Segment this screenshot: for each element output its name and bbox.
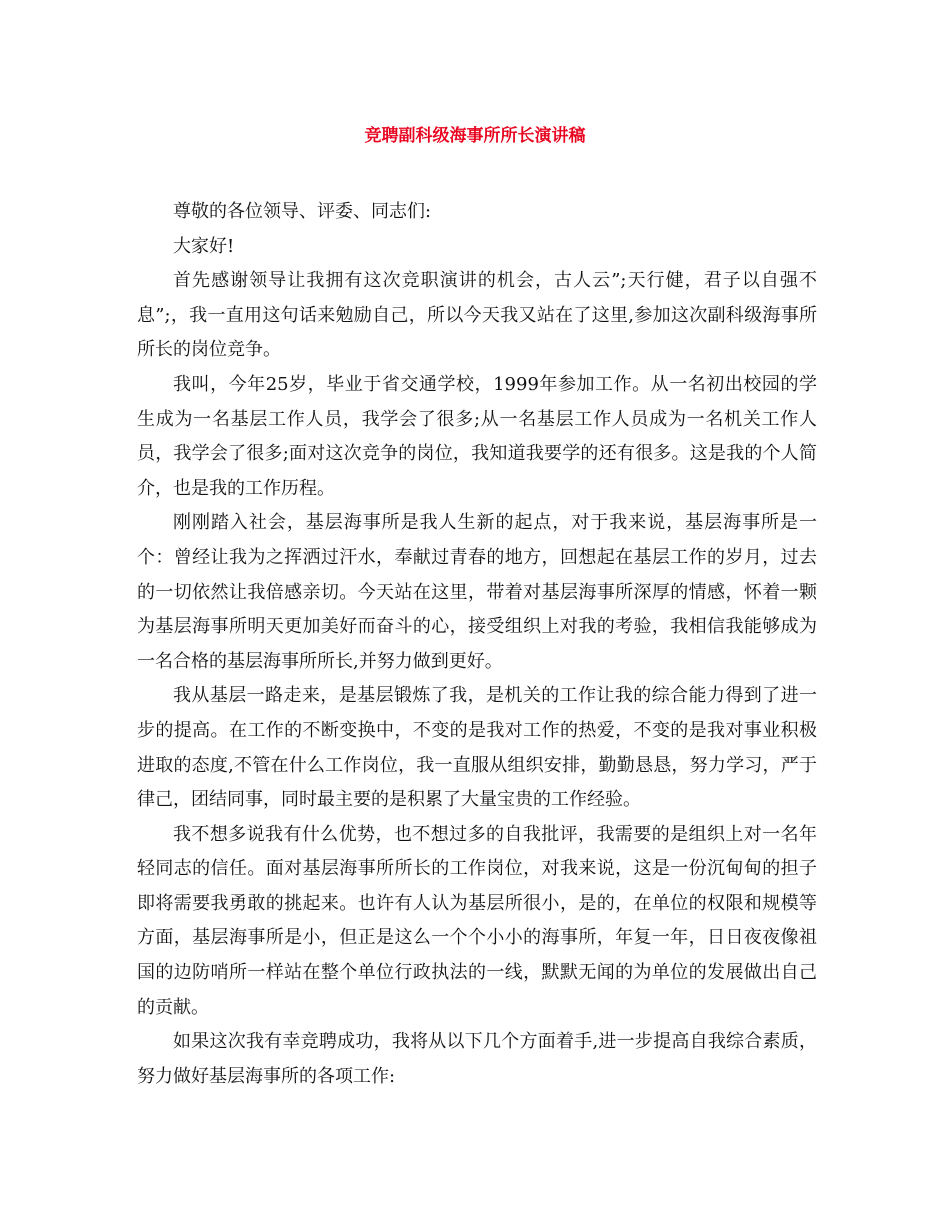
paragraph-opening: 首先感谢领导让我拥有这次竞职演讲的机会，古人云”;天行健，君子以自强不息”;，我一直用这句话来勉励自己，所以今天我又站在了这里,参加这次副科级海事所所长的岗位竞争。	[137, 270, 818, 361]
paragraph-experience: 我从基层一路走来，是基层锻炼了我，是机关的工作让我的综合能力得到了进一步的提高。在工作的不断变换中，不变的是我对工作的热爱，不变的是我对事业积极进取的态度,不管在什么工作岗位，我一直服从组织安排，勤勤恳恳，努力学习，严于律己，团结同事，同时最主要的是积累了大量宝贵的工作经验。	[137, 685, 817, 811]
greeting: 大家好!	[173, 235, 235, 257]
paragraph-trust: 我不想多说我有什么优势，也不想过多的自我批评，我需要的是组织上对一名年轻同志的信任。面对基层海事所所长的工作岗位，对我来说，这是一份沉甸甸的担子即将需要我勇敢的挑起来。也许有人认为基层所很小，是的，在单位的权限和规模等方面，基层海事所是小，但正是这么一个个小小的海事所，年复一年，日日夜夜像祖国的边防哨所一样站在整个单位行政执法的一线，默默无闻的为单位的发展做出自己的贡献。	[137, 823, 817, 1018]
document-title: 竞聘副科级海事所所长演讲稿	[364, 126, 586, 146]
paragraph-introduction: 我叫，今年25岁，毕业于省交通学校，1999年参加工作。从一名初出校园的学生成为一名基层工作人员，我学会了很多;从一名基层工作人员成为一名机关工作人员，我学会了很多;面对这次竞争的岗位，我知道我要学的还有很多。这是我的个人简介，也是我的工作历程。	[137, 373, 817, 499]
salutation: 尊敬的各位领导、评委、同志们:	[173, 201, 432, 222]
paragraph-plan: 如果这次我有幸竞聘成功，我将从以下几个方面着手,进一步提高自我综合素质，努力做好基层海事所的各项工作:	[137, 1031, 817, 1087]
paragraph-grassroots: 刚刚踏入社会，基层海事所是我人生新的起点，对于我来说，基层海事所是一个：曾经让我为之挥洒过汗水，奉献过青春的地方，回想起在基层工作的岁月，过去的一切依然让我倍感亲切。今天站在这里，带着对基层海事所深厚的情感，怀着一颗为基层海事所明天更加美好而奋斗的心，接受组织上对我的考验，我相信我能够成为一名合格的基层海事所所长,并努力做到更好。	[137, 512, 817, 672]
document-body	[137, 195, 817, 1094]
